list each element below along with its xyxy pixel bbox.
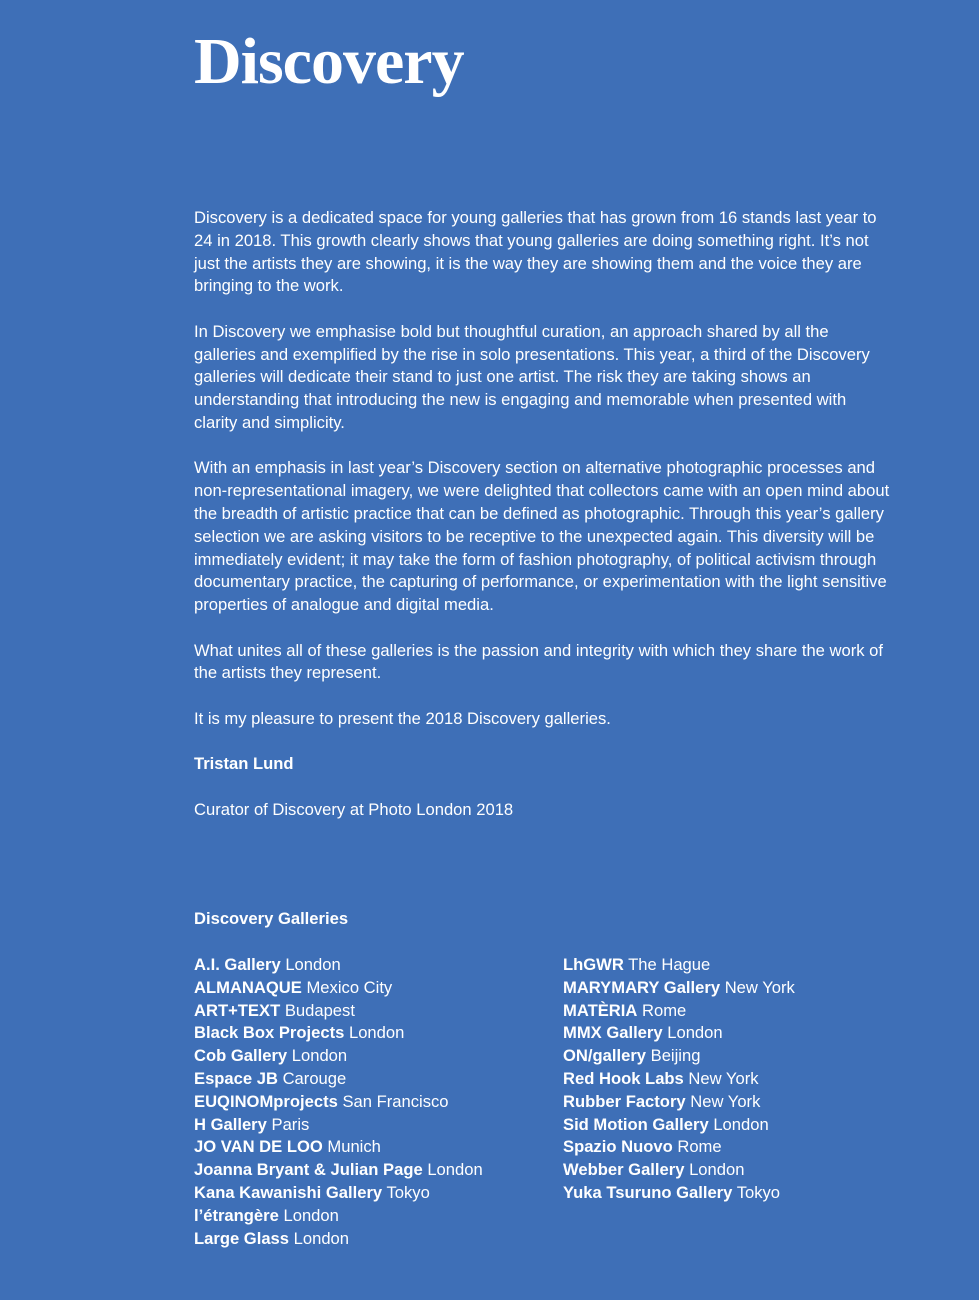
gallery-name: MARYMARY Gallery — [563, 977, 721, 997]
intro-paragraph: In Discovery we emphasise bold but thoughtful curation, an approach shared by all the galleries and exemplified by the rise in solo presentations. This year, a third of the Discovery galleries will dedicate their stand to just one artist. The risk they are taking shows an understanding that introducing the new is engaging and memorable when presented with clarity and simplicity. — [194, 321, 870, 432]
gallery-city: New York — [688, 1068, 759, 1088]
gallery-item — [194, 1159, 483, 1182]
gallery-name: Spazio Nuovo — [563, 1137, 673, 1157]
gallery-item — [563, 977, 795, 1000]
gallery-item — [563, 1022, 795, 1045]
gallery-city: London — [291, 1046, 348, 1066]
gallery-name: Sid Motion Gallery — [563, 1114, 709, 1134]
gallery-city: Rome — [677, 1137, 722, 1157]
gallery-item — [563, 1136, 795, 1159]
gallery-name: EUQINOMprojects — [194, 1091, 338, 1111]
gallery-name: l’étrangère — [194, 1205, 279, 1225]
gallery-name: A.I. Gallery — [194, 955, 281, 974]
gallery-name: Black Box Projects — [194, 1023, 345, 1043]
gallery-city: New York — [690, 1091, 761, 1111]
gallery-item — [194, 1205, 483, 1228]
gallery-city: Munich — [327, 1137, 381, 1157]
gallery-city: Budapest — [284, 1000, 355, 1020]
gallery-item — [563, 1182, 795, 1205]
gallery-city: London — [285, 955, 341, 974]
gallery-name: Cob Gallery — [194, 1046, 288, 1066]
gallery-city: London — [293, 1228, 350, 1248]
gallery-item — [194, 1000, 483, 1023]
gallery-city: London — [348, 1023, 405, 1043]
gallery-city: London — [667, 1023, 723, 1043]
gallery-name: Webber Gallery — [563, 1160, 685, 1180]
gallery-city: New York — [724, 977, 795, 997]
gallery-list-left — [194, 954, 483, 1250]
gallery-name: Kana Kawanishi Gallery — [194, 1182, 383, 1202]
gallery-name: Large Glass — [194, 1228, 290, 1248]
gallery-item — [563, 1000, 795, 1023]
gallery-item — [194, 1045, 483, 1068]
gallery-city: Beijing — [650, 1046, 701, 1066]
gallery-item — [563, 1114, 795, 1137]
gallery-name: H Gallery — [194, 1114, 267, 1134]
gallery-city: London — [427, 1160, 483, 1180]
gallery-name: Red Hook Labs — [563, 1068, 684, 1088]
gallery-name: Joanna Bryant & Julian Page — [194, 1160, 423, 1180]
gallery-city: Paris — [271, 1114, 310, 1134]
gallery-name: ON/gallery — [563, 1046, 647, 1066]
gallery-city: London — [713, 1114, 769, 1134]
gallery-city: San Francisco — [342, 1091, 449, 1111]
gallery-item — [563, 1159, 795, 1182]
gallery-name: Yuka Tsuruno Gallery — [563, 1182, 733, 1202]
gallery-item — [194, 1091, 483, 1114]
gallery-name: ART+TEXT — [194, 1000, 281, 1020]
gallery-name: JO VAN DE LOO — [194, 1137, 323, 1157]
gallery-item — [194, 954, 483, 977]
gallery-item — [563, 1045, 795, 1068]
gallery-city: Carouge — [282, 1068, 347, 1088]
signature-name: Tristan Lund — [194, 754, 294, 774]
signature — [194, 753, 894, 821]
gallery-city: London — [283, 1205, 339, 1225]
gallery-item — [563, 954, 795, 977]
gallery-list-right — [563, 954, 795, 1205]
gallery-city: London — [689, 1160, 745, 1180]
gallery-item — [194, 1022, 483, 1045]
intro-paragraph: What unites all of these galleries is the passion and integrity with which they share the work of the artists they represent. — [194, 640, 883, 683]
gallery-item — [563, 1091, 795, 1114]
intro-paragraph: With an emphasis in last year’s Discovery section on alternative photographic processes and non-representational imagery, we were delighted that collectors came with an open mind about the breadth of artistic practice that can be defined as photographic. Through this year’s gallery selection we are asking visitors to be receptive to the unexpected again. This diversity will be immediately evident; it may take the form of fashion photography, of political activism through documentary practice, the capturing of performance, or experimentation with the light sensitive properties of analogue and digital media. — [194, 458, 890, 615]
gallery-city: Rome — [641, 1000, 687, 1020]
intro-paragraph: It is my pleasure to present the 2018 Discovery galleries. — [194, 708, 611, 728]
gallery-name: Espace JB — [194, 1068, 278, 1088]
gallery-item — [194, 1228, 483, 1251]
gallery-name: Rubber Factory — [563, 1091, 686, 1111]
gallery-city: The Hague — [628, 955, 711, 974]
gallery-item — [194, 1068, 483, 1091]
gallery-name: MMX Gallery — [563, 1023, 663, 1043]
intro-text — [194, 207, 894, 844]
gallery-city: Mexico City — [306, 977, 393, 997]
galleries-heading: Discovery Galleries — [194, 909, 349, 928]
gallery-item — [194, 977, 483, 1000]
gallery-name: LhGWR — [563, 955, 624, 974]
gallery-name: MATÈRIA — [563, 1000, 638, 1020]
gallery-city: Tokyo — [386, 1182, 430, 1202]
gallery-item — [563, 1068, 795, 1091]
signature-role: Curator of Discovery at Photo London 2018 — [194, 799, 514, 819]
gallery-name: ALMANAQUE — [194, 977, 302, 997]
gallery-item — [194, 1182, 483, 1205]
gallery-city: Tokyo — [736, 1182, 781, 1202]
page-title: Discovery — [194, 25, 464, 98]
gallery-item — [194, 1136, 483, 1159]
intro-paragraph: Discovery is a dedicated space for young galleries that has grown from 16 stands last year to 24 in 2018. This growth clearly shows that young galleries are doing something right. It’s not just the artists they are showing, it is the way they are showing them and the voice they are bringing to the work. — [194, 208, 877, 296]
gallery-item — [194, 1114, 483, 1137]
